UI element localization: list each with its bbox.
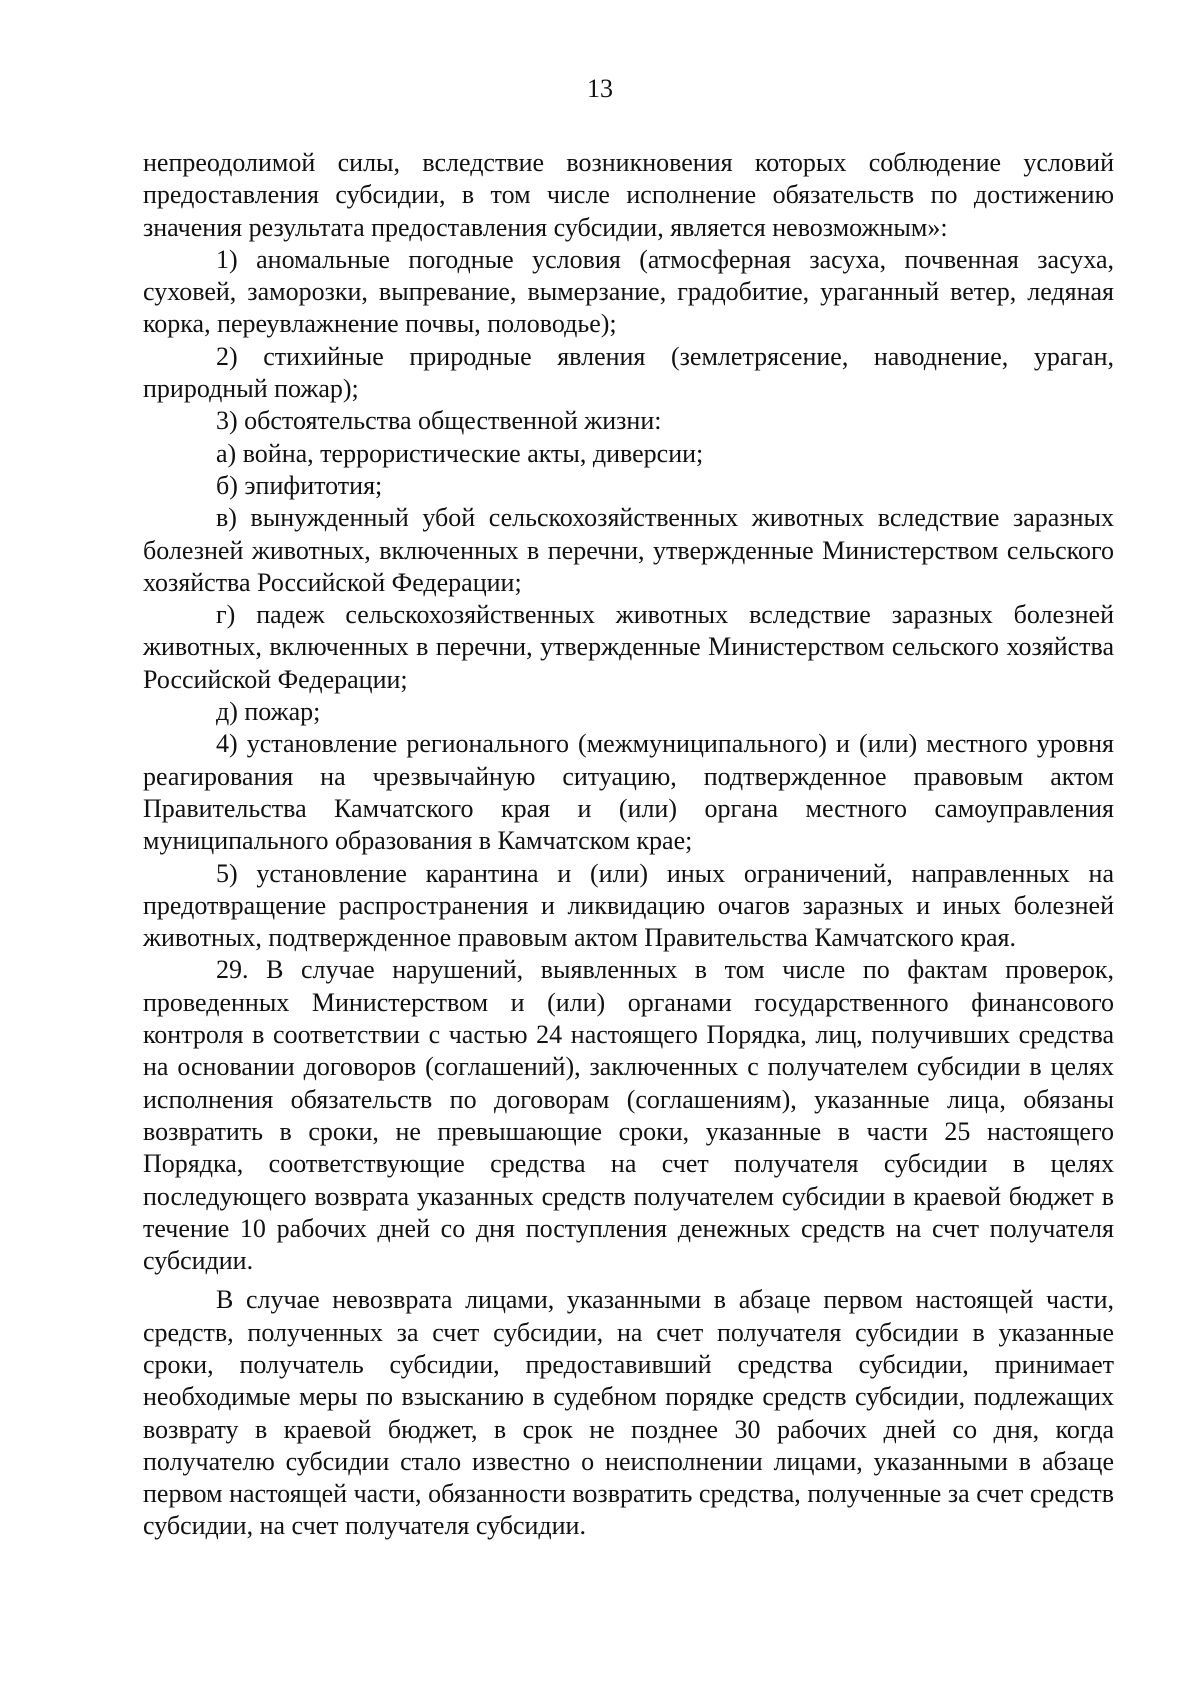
paragraph-subitem-g: г) падеж сельскохозяйственных животных вследствие заразных болезней животных, включенных в перечни, утвержденные Министерством сельского хозяйства Российской Федерации; <box>143 600 1114 694</box>
paragraph-subitem-d: д) пожар; <box>216 697 321 727</box>
paragraph-section-29-non-return: В случае невозврата лицами, указанными в абзаце первом настоящей части, средств, полученных за счет субсидии, на счет получателя субсидии в указанные сроки, получатель субсидии, предоставивший средства субсидии, принимает необходимые меры по взысканию в судебном порядке средств субсидии, подлежащих возврату в краевой бюджет, в срок не позднее 30 рабочих дней со дня, когда получателю субсидии стало известно о неисполнении лицами, указанными в абзаце первом настоящей части, обязанности возвратить средства, полученные за счет средств субсидии, на счет получателя субсидии. <box>143 1285 1114 1541</box>
document-body <box>143 147 1114 1543</box>
paragraph-force-majeure-intro: непреодолимой силы, вследствие возникновения которых соблюдение условий предоставления субсидии, в том числе исполнение обязательств по достижению значения результата предоставления субсидии, является невозможным»: <box>143 148 1114 242</box>
paragraph-item-3-public-life: 3) обстоятельства общественной жизни: <box>216 406 662 436</box>
paragraph-subitem-v: в) вынужденный убой сельскохозяйственных животных вследствие заразных болезней животных, включенных в перечни, утвержденные Министерством сельского хозяйства Российской Федерации; <box>143 503 1114 597</box>
page-number: 13 <box>587 74 613 103</box>
paragraph-item-4-emergency: 4) установление регионального (межмуниципального) и (или) местного уровня реагирования на чрезвычайную ситуацию, подтвержденное правовым актом Правительства Камчатского края и (или) органа местного самоуправления муниципального образования в Камчатском крае; <box>143 729 1114 856</box>
paragraph-item-5-quarantine: 5) установление карантина и (или) иных ограничений, направленных на предотвращение распространения и ликвидацию очагов заразных и иных болезней животных, подтвержденное правовым актом Правительства Камчатского края. <box>143 858 1114 953</box>
paragraph-item-2-natural-disasters: 2) стихийные природные явления (землетрясение, наводнение, ураган, природный пожар); <box>143 341 1114 404</box>
paragraph-subitem-b: б) эпифитотия; <box>216 470 383 500</box>
paragraph-section-29: 29. В случае нарушений, выявленных в том числе по фактам проверок, проведенных Министерством и (или) органами государственного финансового контроля в соответствии с частью 24 настоящего Порядка, лиц, получивших средства на основании договоров (соглашений), заключенных с получателем субсидии в целях исполнения обязательств по договорам (соглашениям), указанные лица, обязаны возвратить в сроки, не превышающие сроки, указанные в части 25 настоящего Порядка, соответствующие средства на счет получателя субсидии в целях последующего возврата указанных средств получателем субсидии в краевой бюджет в течение 10 рабочих дней со дня поступления денежных средств на счет получателя субсидии. <box>143 955 1114 1276</box>
paragraph-item-1-weather: 1) аномальные погодные условия (атмосферная засуха, почвенная засуха, суховей, заморозки, выпревание, вымерзание, градобитие, ураганный ветер, ледяная корка, переувлажнение почвы, половодье); <box>143 244 1114 339</box>
paragraph-subitem-a: а) война, террористические акты, диверсии; <box>216 438 704 468</box>
